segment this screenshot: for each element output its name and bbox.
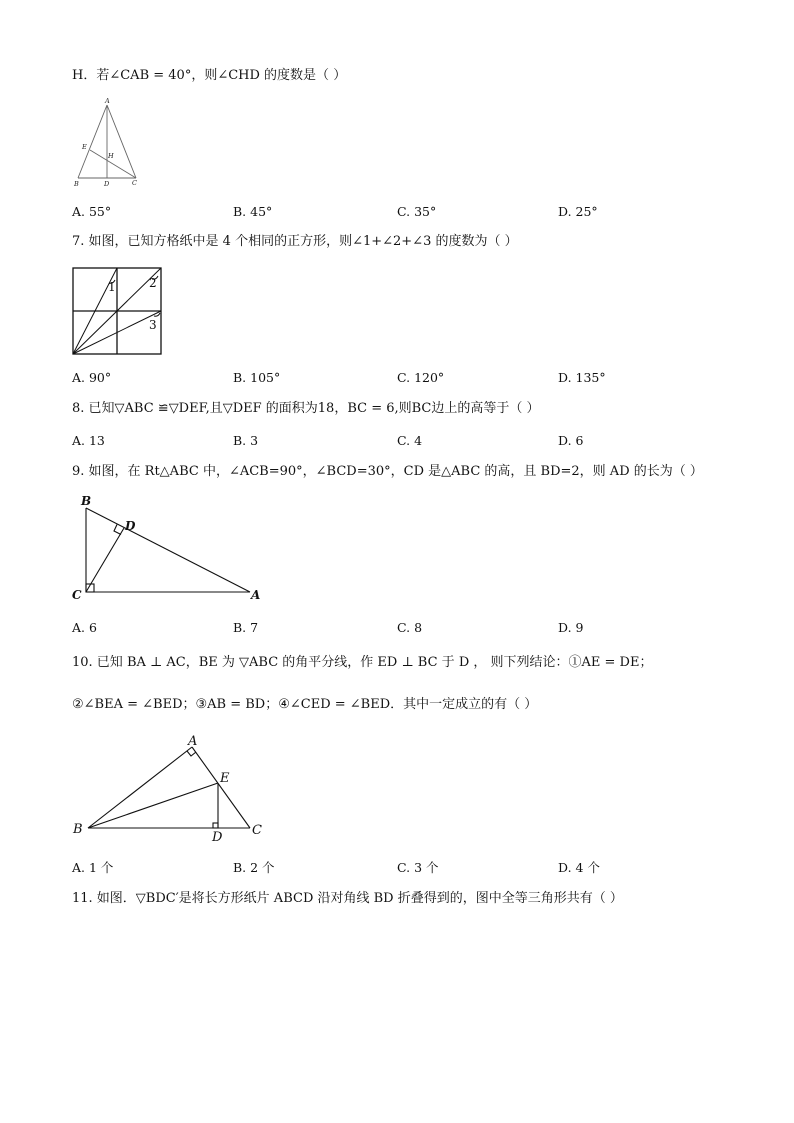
q6-option-c[interactable]: C. 35° bbox=[397, 204, 437, 219]
q9-option-d[interactable]: D. 9 bbox=[558, 620, 584, 635]
q10-label-D: D bbox=[212, 830, 223, 845]
q9-option-c[interactable]: C. 8 bbox=[397, 620, 423, 635]
q6-label-C: C bbox=[132, 179, 137, 187]
q9-option-a[interactable]: A. 6 bbox=[72, 620, 97, 635]
q6-stem: 若∠CAB = 40°，则∠CHD 的度数是（ ） bbox=[96, 68, 347, 83]
q9-option-b[interactable]: B. 7 bbox=[233, 620, 259, 635]
q6-text bbox=[72, 68, 346, 84]
q7-option-a[interactable]: A. 90° bbox=[72, 370, 112, 385]
q6-option-d[interactable]: D. 25° bbox=[558, 204, 598, 219]
q9-text: 9. 如图，在 Rt△ABC 中，∠ACB=90°，∠BCD=30°，CD 是△ABC 的高，且 BD=2，则 AD 的长为（ ） bbox=[72, 464, 703, 479]
q7-option-d[interactable]: D. 135° bbox=[558, 370, 606, 385]
q8-option-d[interactable]: D. 6 bbox=[558, 433, 584, 448]
q6-figure bbox=[70, 98, 150, 190]
q7-option-c[interactable]: C. 120° bbox=[397, 370, 445, 385]
q8-option-c[interactable]: C. 4 bbox=[397, 433, 423, 448]
q10-figure bbox=[70, 733, 270, 845]
q6-label: H． bbox=[72, 68, 97, 83]
q8-option-a[interactable]: A. 13 bbox=[72, 433, 105, 448]
q10-line2: ②∠BEA = ∠BED；③AB = BD；④∠CED = ∠BED．其中一定成立的有（ ） bbox=[72, 697, 538, 712]
q10-label-B: B bbox=[73, 822, 83, 837]
q6-option-a[interactable]: A. 55° bbox=[72, 204, 112, 219]
q7-angle-1-label: 1 bbox=[108, 280, 116, 294]
q7-text: 7. 如图，已知方格纸中是 4 个相同的正方形，则∠1+∠2+∠3 的度数为（ ） bbox=[72, 234, 518, 249]
q7-angle-3-label: 3 bbox=[149, 318, 157, 332]
q9-label-A: A bbox=[251, 588, 261, 602]
q10-label-A: A bbox=[188, 734, 198, 749]
q10-line1: 10. 已知 BA ⊥ AC，BE 为 ▽ABC 的角平分线，作 ED ⊥ BC 于 D ， 则下列结论：①AE = DE； bbox=[72, 655, 653, 670]
q7-angle-2-label: 2 bbox=[149, 276, 157, 290]
q9-figure bbox=[70, 493, 270, 605]
q7-figure bbox=[70, 265, 165, 357]
q6-label-D: D bbox=[104, 180, 110, 188]
q8-text: 8. 已知▽ABC ≌▽DEF,且▽DEF 的面积为18，BC = 6,则BC边上的高等于（ ） bbox=[72, 401, 540, 416]
q10-option-d[interactable]: D. 4 个 bbox=[558, 860, 600, 875]
q9-label-B: B bbox=[81, 494, 92, 508]
q6-option-b[interactable]: B. 45° bbox=[233, 204, 273, 219]
q6-label-H: H bbox=[108, 152, 114, 160]
q7-option-b[interactable]: B. 105° bbox=[233, 370, 281, 385]
q6-label-A: A bbox=[105, 97, 110, 105]
q8-option-b[interactable]: B. 3 bbox=[233, 433, 259, 448]
q10-label-E: E bbox=[220, 771, 230, 786]
q10-option-a[interactable]: A. 1 个 bbox=[72, 860, 114, 875]
q9-label-D: D bbox=[125, 519, 136, 533]
q11-text: 11. 如图．▽BDC′是将长方形纸片 ABCD 沿对角线 BD 折叠得到的，图中全等三角形共有（ ） bbox=[72, 891, 623, 906]
q9-label-C: C bbox=[72, 588, 82, 602]
q10-label-C: C bbox=[252, 823, 262, 838]
q6-label-B: B bbox=[74, 180, 79, 188]
q10-option-c[interactable]: C. 3 个 bbox=[397, 860, 439, 875]
q10-option-b[interactable]: B. 2 个 bbox=[233, 860, 275, 875]
q6-label-E: E bbox=[82, 143, 87, 151]
